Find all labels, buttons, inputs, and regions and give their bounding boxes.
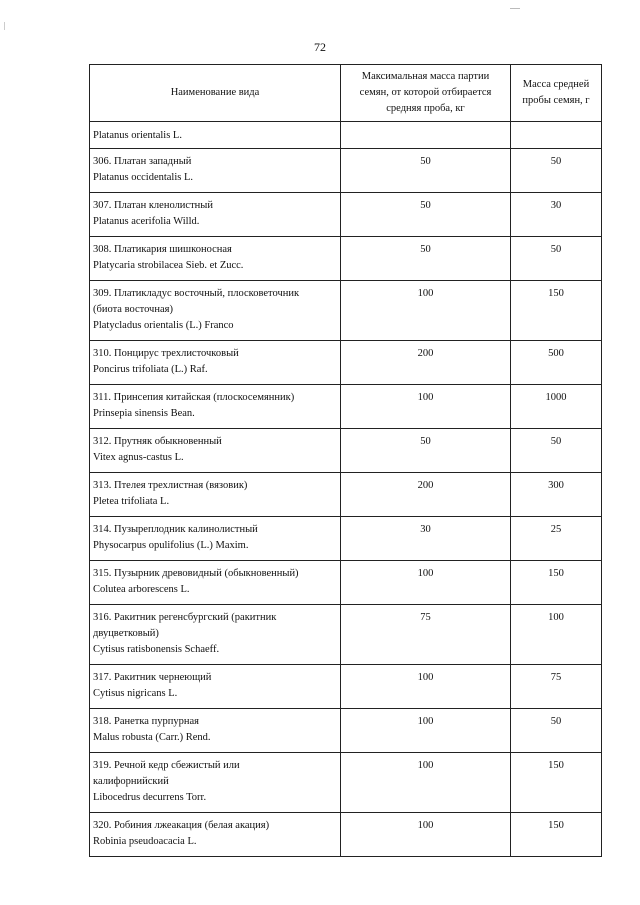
header-species-name: Наименование вида (90, 65, 341, 122)
max-batch-mass-cell: 100 (341, 709, 511, 753)
sample-mass-cell: 50 (511, 237, 602, 281)
species-name-cell (90, 385, 341, 429)
species-name-line: 317. Ракитник чернеющий (93, 672, 212, 683)
header-max-batch-mass: Максимальная масса партии семян, от которой отбирается средняя проба, кг (341, 65, 511, 122)
sample-mass-cell: 150 (511, 753, 602, 813)
sample-mass-cell: 300 (511, 473, 602, 517)
max-batch-mass-cell: 50 (341, 149, 511, 193)
max-batch-mass-cell: 100 (341, 561, 511, 605)
species-name-line: 312. Прутняк обыкновенный (93, 436, 222, 447)
species-latin-name: Platycladus orientalis (L.) Franco (93, 320, 234, 331)
header-sample-mass: Масса средней пробы семян, г (511, 65, 602, 122)
table-header (90, 65, 602, 122)
table-row (90, 341, 602, 385)
species-name-cell (90, 561, 341, 605)
species-name-cell (90, 122, 341, 149)
species-name-cell (90, 193, 341, 237)
species-name-line: калифорнийский (93, 776, 169, 787)
species-name-cell (90, 281, 341, 341)
sample-mass-cell: 50 (511, 709, 602, 753)
species-name-line: 318. Ранетка пурпурная (93, 716, 199, 727)
table-row (90, 517, 602, 561)
scan-artifact-left (4, 22, 5, 30)
table-row (90, 753, 602, 813)
max-batch-mass-cell: 100 (341, 665, 511, 709)
species-name-cell (90, 605, 341, 665)
species-latin-name: Cytisus nigricans L. (93, 688, 178, 699)
species-name-cell (90, 813, 341, 857)
species-latin-name: Prinsepia sinensis Bean. (93, 408, 195, 419)
species-name-cell (90, 753, 341, 813)
species-name-cell (90, 665, 341, 709)
sample-mass-cell: 50 (511, 149, 602, 193)
max-batch-mass-cell: 100 (341, 385, 511, 429)
species-name-line: Platanus orientalis L. (93, 130, 182, 141)
max-batch-mass-cell: 50 (341, 193, 511, 237)
species-name-line: 306. Платан западный (93, 156, 192, 167)
species-name-cell (90, 709, 341, 753)
table-row (90, 237, 602, 281)
sample-mass-cell: 150 (511, 281, 602, 341)
table-body (90, 122, 602, 857)
max-batch-mass-cell: 100 (341, 281, 511, 341)
species-name-cell (90, 473, 341, 517)
sample-mass-cell: 1000 (511, 385, 602, 429)
species-name-cell (90, 517, 341, 561)
species-latin-name: Platanus occidentalis L. (93, 172, 194, 183)
species-latin-name: Cytisus ratisbonensis Schaeff. (93, 644, 220, 655)
table-row (90, 473, 602, 517)
species-name-line: 316. Ракитник регенсбургский (ракитник (93, 612, 277, 623)
table-row (90, 709, 602, 753)
species-name-cell (90, 149, 341, 193)
table-row (90, 605, 602, 665)
table-row (90, 813, 602, 857)
species-name-line: 313. Птелея трехлистная (вязовик) (93, 480, 248, 491)
max-batch-mass-cell: 50 (341, 237, 511, 281)
max-batch-mass-cell: 100 (341, 753, 511, 813)
sample-mass-cell: 150 (511, 813, 602, 857)
species-name-line: 320. Робиния лжеакация (белая акация) (93, 820, 270, 831)
species-latin-name: Pletea trifoliata L. (93, 496, 170, 507)
species-name-line: (биота восточная) (93, 304, 173, 315)
species-name-cell (90, 429, 341, 473)
species-name-line: 315. Пузырник древовидный (обыкновенный) (93, 568, 299, 579)
max-batch-mass-cell: 200 (341, 473, 511, 517)
max-batch-mass-cell (341, 122, 511, 149)
table-row (90, 149, 602, 193)
max-batch-mass-cell: 200 (341, 341, 511, 385)
species-latin-name: Physocarpus opulifolius (L.) Maxim. (93, 540, 249, 551)
sample-mass-cell: 75 (511, 665, 602, 709)
species-latin-name: Robinia pseudoacacia L. (93, 836, 197, 847)
species-name-cell (90, 341, 341, 385)
table-row (90, 122, 602, 149)
species-name-cell (90, 237, 341, 281)
table-row (90, 561, 602, 605)
max-batch-mass-cell: 75 (341, 605, 511, 665)
seed-sample-table (89, 64, 602, 857)
species-latin-name: Platycaria strobilacea Sieb. et Zucc. (93, 260, 244, 271)
scan-artifact-top (510, 8, 520, 9)
sample-mass-cell: 100 (511, 605, 602, 665)
sample-mass-cell (511, 122, 602, 149)
species-name-line: 311. Принсепия китайская (плоскосемянник) (93, 392, 295, 403)
page-number: 72 (314, 40, 326, 54)
species-name-line: 307. Платан кленолистный (93, 200, 213, 211)
max-batch-mass-cell: 100 (341, 813, 511, 857)
sample-mass-cell: 150 (511, 561, 602, 605)
table-row (90, 665, 602, 709)
species-latin-name: Poncirus trifoliata (L.) Raf. (93, 364, 208, 375)
species-name-line: 314. Пузыреплодник калинолистный (93, 524, 258, 535)
species-latin-name: Platanus acerifolia Willd. (93, 216, 200, 227)
species-name-line: двуцветковый) (93, 628, 159, 639)
sample-mass-cell: 50 (511, 429, 602, 473)
species-latin-name: Colutea arborescens L. (93, 584, 190, 595)
sample-mass-cell: 30 (511, 193, 602, 237)
table-row (90, 429, 602, 473)
table-row (90, 385, 602, 429)
sample-mass-cell: 500 (511, 341, 602, 385)
species-name-line: 309. Платикладус восточный, плосковеточник (93, 288, 300, 299)
species-name-line: 310. Понцирус трехлисточковый (93, 348, 239, 359)
species-latin-name: Malus robusta (Carr.) Rend. (93, 732, 211, 743)
table-row (90, 281, 602, 341)
species-latin-name: Vitex agnus-castus L. (93, 452, 184, 463)
sample-mass-cell: 25 (511, 517, 602, 561)
max-batch-mass-cell: 30 (341, 517, 511, 561)
max-batch-mass-cell: 50 (341, 429, 511, 473)
header-row (90, 65, 602, 122)
species-name-line: 308. Платикария шишконосная (93, 244, 232, 255)
species-name-line: 319. Речной кедр сбежистый или (93, 760, 240, 771)
species-latin-name: Libocedrus decurrens Torr. (93, 792, 207, 803)
table-row (90, 193, 602, 237)
